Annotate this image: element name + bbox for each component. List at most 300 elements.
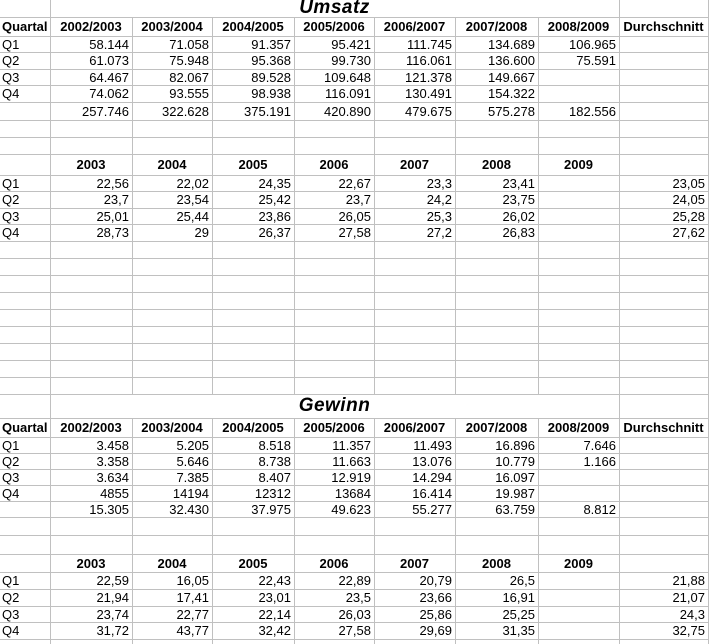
sheet-cell[interactable] bbox=[620, 70, 709, 86]
value-cell[interactable]: 111.745 bbox=[375, 37, 456, 53]
year-header-cell[interactable]: 2007/2008 bbox=[456, 18, 539, 37]
sheet-cell[interactable] bbox=[213, 293, 295, 310]
sheet-cell[interactable] bbox=[213, 138, 295, 155]
value-cell[interactable]: 23,74 bbox=[51, 607, 133, 623]
sheet-cell[interactable] bbox=[213, 327, 295, 344]
value-cell[interactable]: 74.062 bbox=[51, 86, 133, 103]
sheet-cell[interactable] bbox=[295, 378, 375, 395]
sheet-cell[interactable] bbox=[620, 470, 709, 486]
value-cell[interactable]: 7.385 bbox=[133, 470, 213, 486]
average-value-cell[interactable]: 21,07 bbox=[620, 590, 709, 607]
section-title[interactable]: Umsatz bbox=[51, 0, 620, 18]
sheet-cell[interactable] bbox=[133, 293, 213, 310]
row-label-cell[interactable]: Q3 bbox=[0, 607, 51, 623]
sheet-cell[interactable] bbox=[456, 310, 539, 327]
value-cell[interactable]: 22,67 bbox=[295, 176, 375, 192]
value-cell[interactable]: 22,77 bbox=[133, 607, 213, 623]
sheet-cell[interactable] bbox=[375, 259, 456, 276]
value-cell[interactable]: 116.091 bbox=[295, 86, 375, 103]
sheet-cell[interactable] bbox=[213, 242, 295, 259]
row-label-cell[interactable]: Q3 bbox=[0, 470, 51, 486]
sheet-cell[interactable] bbox=[620, 502, 709, 518]
year-header-cell[interactable]: 2004/2005 bbox=[213, 18, 295, 37]
value-cell[interactable]: 23,66 bbox=[375, 590, 456, 607]
year-header-cell[interactable]: 2006/2007 bbox=[375, 18, 456, 37]
sheet-cell[interactable] bbox=[51, 640, 133, 644]
sheet-cell[interactable] bbox=[539, 70, 620, 86]
sheet-cell[interactable] bbox=[133, 242, 213, 259]
sheet-cell[interactable] bbox=[295, 121, 375, 138]
sheet-cell[interactable] bbox=[51, 361, 133, 378]
sheet-cell[interactable] bbox=[539, 344, 620, 361]
sheet-cell[interactable] bbox=[213, 640, 295, 644]
value-cell[interactable]: 23,7 bbox=[295, 192, 375, 209]
sheet-cell[interactable] bbox=[295, 361, 375, 378]
sheet-cell[interactable] bbox=[620, 53, 709, 70]
sheet-cell[interactable] bbox=[375, 640, 456, 644]
value-cell[interactable]: 12.919 bbox=[295, 470, 375, 486]
value-cell[interactable]: 14194 bbox=[133, 486, 213, 502]
value-cell[interactable]: 26,05 bbox=[295, 209, 375, 225]
value-cell[interactable]: 13684 bbox=[295, 486, 375, 502]
sheet-cell[interactable] bbox=[295, 276, 375, 293]
year-header-cell[interactable]: 2005 bbox=[213, 155, 295, 176]
sheet-cell[interactable] bbox=[620, 486, 709, 502]
sheet-cell[interactable] bbox=[0, 121, 51, 138]
sheet-cell[interactable] bbox=[0, 0, 51, 18]
value-cell[interactable]: 16.896 bbox=[456, 438, 539, 454]
value-cell[interactable]: 23,5 bbox=[295, 590, 375, 607]
sheet-cell[interactable] bbox=[456, 121, 539, 138]
sheet-cell[interactable] bbox=[0, 640, 51, 644]
value-cell[interactable]: 28,73 bbox=[51, 225, 133, 242]
sheet-cell[interactable] bbox=[213, 121, 295, 138]
year-header-cell[interactable]: 2006 bbox=[295, 155, 375, 176]
sheet-cell[interactable] bbox=[213, 518, 295, 536]
sheet-cell[interactable] bbox=[539, 470, 620, 486]
value-cell[interactable]: 23,54 bbox=[133, 192, 213, 209]
year-header-cell[interactable]: 2003/2004 bbox=[133, 419, 213, 438]
sheet-cell[interactable] bbox=[51, 242, 133, 259]
sheet-cell[interactable] bbox=[0, 395, 51, 419]
value-cell[interactable]: 20,79 bbox=[375, 573, 456, 590]
sheet-cell[interactable] bbox=[539, 310, 620, 327]
sheet-cell[interactable] bbox=[375, 327, 456, 344]
sheet-cell[interactable] bbox=[539, 518, 620, 536]
value-cell[interactable]: 64.467 bbox=[51, 70, 133, 86]
value-cell[interactable]: 58.144 bbox=[51, 37, 133, 53]
value-cell[interactable]: 16.414 bbox=[375, 486, 456, 502]
value-cell[interactable]: 29,69 bbox=[375, 623, 456, 640]
sheet-cell[interactable] bbox=[375, 121, 456, 138]
value-cell[interactable]: 21,94 bbox=[51, 590, 133, 607]
sheet-cell[interactable] bbox=[539, 293, 620, 310]
value-cell[interactable]: 71.058 bbox=[133, 37, 213, 53]
average-value-cell[interactable]: 32,75 bbox=[620, 623, 709, 640]
sheet-cell[interactable] bbox=[539, 361, 620, 378]
sheet-cell[interactable] bbox=[620, 155, 709, 176]
year-header-cell[interactable]: 2008 bbox=[456, 555, 539, 573]
sheet-cell[interactable] bbox=[456, 640, 539, 644]
sheet-cell[interactable] bbox=[133, 361, 213, 378]
sheet-cell[interactable] bbox=[133, 310, 213, 327]
sheet-cell[interactable] bbox=[539, 121, 620, 138]
value-cell[interactable]: 61.073 bbox=[51, 53, 133, 70]
value-cell[interactable]: 25,44 bbox=[133, 209, 213, 225]
average-header-cell[interactable]: Durchschnitt bbox=[620, 419, 709, 438]
sheet-cell[interactable] bbox=[375, 361, 456, 378]
total-value-cell[interactable]: 49.623 bbox=[295, 502, 375, 518]
value-cell[interactable]: 27,58 bbox=[295, 623, 375, 640]
sheet-cell[interactable] bbox=[620, 438, 709, 454]
sheet-cell[interactable] bbox=[539, 242, 620, 259]
sheet-cell[interactable] bbox=[133, 518, 213, 536]
sheet-cell[interactable] bbox=[133, 259, 213, 276]
total-value-cell[interactable]: 182.556 bbox=[539, 103, 620, 121]
sheet-cell[interactable] bbox=[0, 155, 51, 176]
year-header-cell[interactable]: 2006 bbox=[295, 555, 375, 573]
sheet-cell[interactable] bbox=[456, 327, 539, 344]
sheet-cell[interactable] bbox=[539, 192, 620, 209]
year-header-cell[interactable]: 2005/2006 bbox=[295, 419, 375, 438]
sheet-cell[interactable] bbox=[620, 555, 709, 573]
sheet-cell[interactable] bbox=[456, 344, 539, 361]
value-cell[interactable]: 26,02 bbox=[456, 209, 539, 225]
total-value-cell[interactable]: 15.305 bbox=[51, 502, 133, 518]
value-cell[interactable]: 89.528 bbox=[213, 70, 295, 86]
year-header-cell[interactable]: 2008/2009 bbox=[539, 419, 620, 438]
row-label-cell[interactable]: Q1 bbox=[0, 176, 51, 192]
value-cell[interactable]: 8.518 bbox=[213, 438, 295, 454]
value-cell[interactable]: 5.646 bbox=[133, 454, 213, 470]
average-value-cell[interactable]: 21,88 bbox=[620, 573, 709, 590]
sheet-cell[interactable] bbox=[133, 344, 213, 361]
sheet-cell[interactable] bbox=[456, 138, 539, 155]
sheet-cell[interactable] bbox=[620, 86, 709, 103]
sheet-cell[interactable] bbox=[620, 138, 709, 155]
row-label-cell[interactable]: Q3 bbox=[0, 70, 51, 86]
total-value-cell[interactable]: 37.975 bbox=[213, 502, 295, 518]
sheet-cell[interactable] bbox=[51, 327, 133, 344]
sheet-cell[interactable] bbox=[620, 536, 709, 555]
sheet-cell[interactable] bbox=[456, 242, 539, 259]
total-value-cell[interactable]: 322.628 bbox=[133, 103, 213, 121]
year-header-cell[interactable]: 2002/2003 bbox=[51, 18, 133, 37]
value-cell[interactable]: 23,01 bbox=[213, 590, 295, 607]
sheet-cell[interactable] bbox=[51, 293, 133, 310]
average-value-cell[interactable]: 27,62 bbox=[620, 225, 709, 242]
value-cell[interactable]: 13.076 bbox=[375, 454, 456, 470]
year-header-cell[interactable]: 2009 bbox=[539, 155, 620, 176]
value-cell[interactable]: 95.368 bbox=[213, 53, 295, 70]
sheet-cell[interactable] bbox=[213, 344, 295, 361]
value-cell[interactable]: 26,37 bbox=[213, 225, 295, 242]
sheet-cell[interactable] bbox=[295, 259, 375, 276]
sheet-cell[interactable] bbox=[375, 344, 456, 361]
sheet-cell[interactable] bbox=[620, 327, 709, 344]
sheet-cell[interactable] bbox=[51, 378, 133, 395]
year-header-cell[interactable]: 2004 bbox=[133, 555, 213, 573]
value-cell[interactable]: 8.738 bbox=[213, 454, 295, 470]
sheet-cell[interactable] bbox=[0, 293, 51, 310]
sheet-cell[interactable] bbox=[0, 242, 51, 259]
sheet-cell[interactable] bbox=[0, 502, 51, 518]
sheet-cell[interactable] bbox=[375, 310, 456, 327]
sheet-cell[interactable] bbox=[0, 555, 51, 573]
row-label-cell[interactable]: Q4 bbox=[0, 623, 51, 640]
corner-header-cell[interactable]: Quartal bbox=[0, 18, 51, 37]
value-cell[interactable]: 22,43 bbox=[213, 573, 295, 590]
value-cell[interactable]: 11.493 bbox=[375, 438, 456, 454]
sheet-cell[interactable] bbox=[51, 121, 133, 138]
row-label-cell[interactable]: Q4 bbox=[0, 486, 51, 502]
sheet-cell[interactable] bbox=[133, 378, 213, 395]
value-cell[interactable]: 7.646 bbox=[539, 438, 620, 454]
row-label-cell[interactable]: Q1 bbox=[0, 573, 51, 590]
value-cell[interactable]: 27,58 bbox=[295, 225, 375, 242]
value-cell[interactable]: 12312 bbox=[213, 486, 295, 502]
sheet-cell[interactable] bbox=[620, 518, 709, 536]
sheet-cell[interactable] bbox=[213, 536, 295, 555]
year-header-cell[interactable]: 2004/2005 bbox=[213, 419, 295, 438]
sheet-cell[interactable] bbox=[295, 344, 375, 361]
value-cell[interactable]: 27,2 bbox=[375, 225, 456, 242]
sheet-cell[interactable] bbox=[213, 378, 295, 395]
sheet-cell[interactable] bbox=[620, 454, 709, 470]
value-cell[interactable]: 3.634 bbox=[51, 470, 133, 486]
sheet-cell[interactable] bbox=[133, 121, 213, 138]
value-cell[interactable]: 116.061 bbox=[375, 53, 456, 70]
total-value-cell[interactable]: 375.191 bbox=[213, 103, 295, 121]
average-value-cell[interactable]: 24,05 bbox=[620, 192, 709, 209]
value-cell[interactable]: 82.067 bbox=[133, 70, 213, 86]
sheet-cell[interactable] bbox=[539, 486, 620, 502]
sheet-cell[interactable] bbox=[539, 259, 620, 276]
average-value-cell[interactable]: 25,28 bbox=[620, 209, 709, 225]
total-value-cell[interactable]: 55.277 bbox=[375, 502, 456, 518]
sheet-cell[interactable] bbox=[0, 536, 51, 555]
value-cell[interactable]: 19.987 bbox=[456, 486, 539, 502]
sheet-cell[interactable] bbox=[133, 536, 213, 555]
sheet-cell[interactable] bbox=[213, 310, 295, 327]
sheet-cell[interactable] bbox=[539, 623, 620, 640]
value-cell[interactable]: 23,86 bbox=[213, 209, 295, 225]
sheet-cell[interactable] bbox=[539, 176, 620, 192]
value-cell[interactable]: 134.689 bbox=[456, 37, 539, 53]
sheet-cell[interactable] bbox=[456, 293, 539, 310]
year-header-cell[interactable]: 2005/2006 bbox=[295, 18, 375, 37]
row-label-cell[interactable]: Q2 bbox=[0, 192, 51, 209]
value-cell[interactable]: 16,91 bbox=[456, 590, 539, 607]
value-cell[interactable]: 3.458 bbox=[51, 438, 133, 454]
value-cell[interactable]: 25,3 bbox=[375, 209, 456, 225]
value-cell[interactable]: 75.948 bbox=[133, 53, 213, 70]
value-cell[interactable]: 91.357 bbox=[213, 37, 295, 53]
year-header-cell[interactable]: 2004 bbox=[133, 155, 213, 176]
value-cell[interactable]: 106.965 bbox=[539, 37, 620, 53]
sheet-cell[interactable] bbox=[539, 276, 620, 293]
sheet-cell[interactable] bbox=[375, 276, 456, 293]
value-cell[interactable]: 24,35 bbox=[213, 176, 295, 192]
sheet-cell[interactable] bbox=[0, 310, 51, 327]
value-cell[interactable]: 23,7 bbox=[51, 192, 133, 209]
value-cell[interactable]: 26,5 bbox=[456, 573, 539, 590]
total-value-cell[interactable]: 8.812 bbox=[539, 502, 620, 518]
sheet-cell[interactable] bbox=[539, 327, 620, 344]
year-header-cell[interactable]: 2003/2004 bbox=[133, 18, 213, 37]
sheet-cell[interactable] bbox=[375, 518, 456, 536]
value-cell[interactable]: 93.555 bbox=[133, 86, 213, 103]
year-header-cell[interactable]: 2006/2007 bbox=[375, 419, 456, 438]
sheet-cell[interactable] bbox=[620, 344, 709, 361]
value-cell[interactable]: 26,83 bbox=[456, 225, 539, 242]
sheet-cell[interactable] bbox=[620, 640, 709, 644]
value-cell[interactable]: 26,03 bbox=[295, 607, 375, 623]
value-cell[interactable]: 43,77 bbox=[133, 623, 213, 640]
value-cell[interactable]: 136.600 bbox=[456, 53, 539, 70]
value-cell[interactable]: 16.097 bbox=[456, 470, 539, 486]
total-value-cell[interactable]: 575.278 bbox=[456, 103, 539, 121]
row-label-cell[interactable]: Q4 bbox=[0, 225, 51, 242]
value-cell[interactable]: 11.357 bbox=[295, 438, 375, 454]
total-value-cell[interactable]: 63.759 bbox=[456, 502, 539, 518]
sheet-cell[interactable] bbox=[375, 378, 456, 395]
value-cell[interactable]: 23,41 bbox=[456, 176, 539, 192]
sheet-cell[interactable] bbox=[133, 138, 213, 155]
sheet-cell[interactable] bbox=[456, 361, 539, 378]
value-cell[interactable]: 25,25 bbox=[456, 607, 539, 623]
sheet-cell[interactable] bbox=[213, 276, 295, 293]
value-cell[interactable]: 75.591 bbox=[539, 53, 620, 70]
sheet-cell[interactable] bbox=[51, 276, 133, 293]
sheet-cell[interactable] bbox=[375, 293, 456, 310]
row-label-cell[interactable]: Q3 bbox=[0, 209, 51, 225]
sheet-cell[interactable] bbox=[51, 536, 133, 555]
value-cell[interactable]: 1.166 bbox=[539, 454, 620, 470]
sheet-cell[interactable] bbox=[539, 607, 620, 623]
value-cell[interactable]: 11.663 bbox=[295, 454, 375, 470]
value-cell[interactable]: 99.730 bbox=[295, 53, 375, 70]
sheet-cell[interactable] bbox=[295, 640, 375, 644]
value-cell[interactable]: 14.294 bbox=[375, 470, 456, 486]
value-cell[interactable]: 31,35 bbox=[456, 623, 539, 640]
sheet-cell[interactable] bbox=[539, 209, 620, 225]
sheet-cell[interactable] bbox=[213, 361, 295, 378]
sheet-cell[interactable] bbox=[0, 344, 51, 361]
row-label-cell[interactable]: Q1 bbox=[0, 37, 51, 53]
average-header-cell[interactable]: Durchschnitt bbox=[620, 18, 709, 37]
year-header-cell[interactable]: 2002/2003 bbox=[51, 419, 133, 438]
sheet-cell[interactable] bbox=[620, 121, 709, 138]
value-cell[interactable]: 24,2 bbox=[375, 192, 456, 209]
sheet-cell[interactable] bbox=[456, 378, 539, 395]
sheet-cell[interactable] bbox=[133, 640, 213, 644]
row-label-cell[interactable]: Q2 bbox=[0, 590, 51, 607]
sheet-cell[interactable] bbox=[539, 138, 620, 155]
sheet-cell[interactable] bbox=[620, 310, 709, 327]
row-label-cell[interactable]: Q1 bbox=[0, 438, 51, 454]
year-header-cell[interactable]: 2003 bbox=[51, 155, 133, 176]
value-cell[interactable]: 29 bbox=[133, 225, 213, 242]
sheet-cell[interactable] bbox=[0, 276, 51, 293]
sheet-cell[interactable] bbox=[0, 259, 51, 276]
sheet-cell[interactable] bbox=[620, 242, 709, 259]
year-header-cell[interactable]: 2003 bbox=[51, 555, 133, 573]
value-cell[interactable]: 10.779 bbox=[456, 454, 539, 470]
sheet-cell[interactable] bbox=[133, 276, 213, 293]
sheet-cell[interactable] bbox=[133, 327, 213, 344]
sheet-cell[interactable] bbox=[51, 259, 133, 276]
row-label-cell[interactable]: Q4 bbox=[0, 86, 51, 103]
value-cell[interactable]: 8.407 bbox=[213, 470, 295, 486]
sheet-cell[interactable] bbox=[375, 536, 456, 555]
row-label-cell[interactable]: Q2 bbox=[0, 53, 51, 70]
sheet-cell[interactable] bbox=[620, 37, 709, 53]
value-cell[interactable]: 25,86 bbox=[375, 607, 456, 623]
value-cell[interactable]: 149.667 bbox=[456, 70, 539, 86]
year-header-cell[interactable]: 2008 bbox=[456, 155, 539, 176]
value-cell[interactable]: 98.938 bbox=[213, 86, 295, 103]
value-cell[interactable]: 154.322 bbox=[456, 86, 539, 103]
sheet-cell[interactable] bbox=[539, 640, 620, 644]
year-header-cell[interactable]: 2005 bbox=[213, 555, 295, 573]
sheet-cell[interactable] bbox=[456, 276, 539, 293]
sheet-cell[interactable] bbox=[295, 536, 375, 555]
sheet-cell[interactable] bbox=[539, 573, 620, 590]
sheet-cell[interactable] bbox=[539, 378, 620, 395]
sheet-cell[interactable] bbox=[539, 590, 620, 607]
sheet-cell[interactable] bbox=[620, 0, 709, 18]
sheet-cell[interactable] bbox=[620, 378, 709, 395]
sheet-cell[interactable] bbox=[620, 293, 709, 310]
value-cell[interactable]: 25,42 bbox=[213, 192, 295, 209]
average-value-cell[interactable]: 23,05 bbox=[620, 176, 709, 192]
value-cell[interactable]: 5.205 bbox=[133, 438, 213, 454]
section-title[interactable]: Gewinn bbox=[51, 395, 620, 419]
sheet-cell[interactable] bbox=[0, 103, 51, 121]
year-header-cell[interactable]: 2007 bbox=[375, 555, 456, 573]
value-cell[interactable]: 25,01 bbox=[51, 209, 133, 225]
sheet-cell[interactable] bbox=[620, 395, 709, 419]
sheet-cell[interactable] bbox=[620, 361, 709, 378]
year-header-cell[interactable]: 2009 bbox=[539, 555, 620, 573]
sheet-cell[interactable] bbox=[0, 327, 51, 344]
value-cell[interactable]: 32,42 bbox=[213, 623, 295, 640]
sheet-cell[interactable] bbox=[295, 518, 375, 536]
total-value-cell[interactable]: 32.430 bbox=[133, 502, 213, 518]
value-cell[interactable]: 95.421 bbox=[295, 37, 375, 53]
value-cell[interactable]: 22,14 bbox=[213, 607, 295, 623]
sheet-cell[interactable] bbox=[375, 138, 456, 155]
year-header-cell[interactable]: 2007 bbox=[375, 155, 456, 176]
sheet-cell[interactable] bbox=[51, 344, 133, 361]
sheet-cell[interactable] bbox=[51, 138, 133, 155]
sheet-cell[interactable] bbox=[295, 138, 375, 155]
total-value-cell[interactable]: 420.890 bbox=[295, 103, 375, 121]
value-cell[interactable]: 109.648 bbox=[295, 70, 375, 86]
value-cell[interactable]: 23,75 bbox=[456, 192, 539, 209]
sheet-cell[interactable] bbox=[539, 86, 620, 103]
value-cell[interactable]: 4855 bbox=[51, 486, 133, 502]
corner-header-cell[interactable]: Quartal bbox=[0, 419, 51, 438]
row-label-cell[interactable]: Q2 bbox=[0, 454, 51, 470]
value-cell[interactable]: 121.378 bbox=[375, 70, 456, 86]
sheet-cell[interactable] bbox=[295, 293, 375, 310]
value-cell[interactable]: 22,02 bbox=[133, 176, 213, 192]
sheet-cell[interactable] bbox=[539, 225, 620, 242]
value-cell[interactable]: 31,72 bbox=[51, 623, 133, 640]
value-cell[interactable]: 16,05 bbox=[133, 573, 213, 590]
